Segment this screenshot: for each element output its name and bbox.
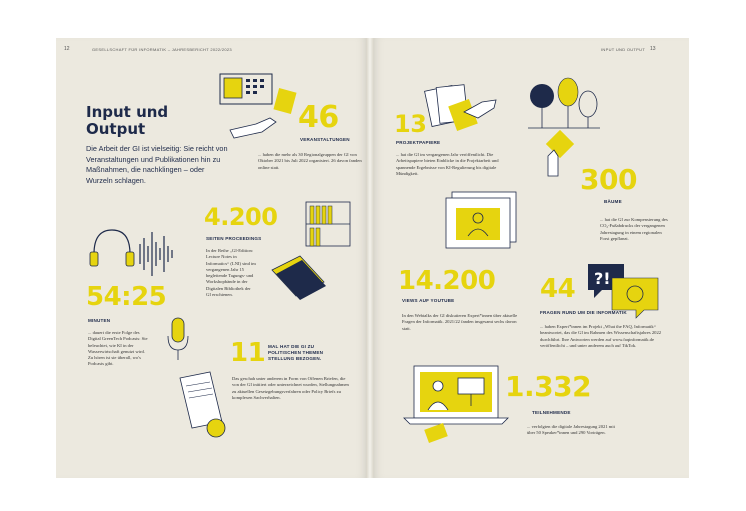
headphones-soundwave-icon — [88, 224, 198, 280]
document-seal-icon — [180, 372, 230, 442]
intro-text: Die Arbeit der GI ist vielseitig: Sie reicht von Veranstaltungen und Publikationen hin zu Maßnahmen, die nachklingen – oder Wurzeln schlagen. — [86, 144, 228, 185]
stat-events-text: ... haben die mehr als 30 Regionalgruppen der GI von Oktober 2021 bis Juli 2022 organisiert. 26 davon fanden online statt. — [258, 152, 362, 170]
stat-proceedings-label: SEITEN PROCEEDINGS — [206, 236, 262, 241]
stat-participants-number: 1.332 — [505, 370, 592, 403]
microphone-icon — [166, 318, 190, 364]
stat-views-text: In den Webtalks der GI diskutieren Expert*innen über aktuelle Fragen der Informatik. 2021/22 fanden insgesamt sechs davon statt. — [402, 313, 518, 331]
stat-minutes-number: 54:25 — [86, 282, 167, 312]
stat-proceedings-number: 4.200 — [204, 203, 278, 231]
stat-events-label: VERANSTALTUNGEN — [300, 137, 350, 142]
laptop-presentation-icon — [404, 366, 508, 442]
stat-positions-text: Das geschah unter anderem in Form von Offenen Briefen, die von der GI initiiert oder unterzeichnet wurden, Stellungnahmen zu aktuellen Gesetzgebungsverfahren oder Policy Briefs zu komplexen Sachverhalten. — [232, 376, 349, 400]
stat-trees-number: 300 — [580, 163, 637, 196]
video-window-icon — [446, 192, 520, 252]
stat-minutes-text: ... dauert die erste Folge des Digital GreenTech Podcasts: Sie beleuchtet, wie KI in der Wasserwirtschaft genutzt wird. Zu hören ist sie überall, wo's Podcasts gibt. — [88, 330, 148, 367]
bookshelf-icon — [272, 202, 352, 302]
stat-faq-text: ... haben Expert*innen im Projekt „What the FAQ, Informatik“ beantwortet, das die GI im Rahmen des Wissenschaftsjahres 2022 durchführt. Ihre Antworten werden auf www.faqinformatik.de veröffentlicht – und unter anderem auch auf TikTok. — [540, 324, 662, 348]
papers-hand-icon — [420, 82, 500, 142]
stat-positions-number: 11 — [230, 338, 266, 368]
running-header-left: GESELLSCHAFT FÜR INFORMATIK – JAHRESBERICHT 2022/2023 — [92, 47, 232, 52]
stat-participants-label: TEILNEHMENDE — [532, 410, 571, 415]
stat-faq-number: 44 — [540, 274, 576, 304]
stat-minutes-label: MINUTEN — [88, 318, 111, 323]
stat-papers-label: PROJEKTPAPIERE — [396, 140, 441, 145]
stat-positions-label: MAL HAT DIE GI ZU POLITISCHEN THEMEN STELLUNG BEZOGEN. — [268, 344, 324, 361]
stat-trees-label: BÄUME — [604, 199, 622, 204]
stat-views-number: 14.200 — [398, 266, 496, 296]
stat-trees-text: ... hat die GI zur Kompensierung des CO₂-Fußabdrucks der vergangenen Jahrestagung in einem regionalen Forst gepflanzt. — [600, 217, 668, 241]
page-number-left: 12 — [64, 46, 70, 52]
event-calendar-icon — [220, 74, 300, 144]
running-header-right: INPUT UND OUTPUT — [601, 47, 646, 52]
page-title: Input und Output — [86, 103, 169, 138]
stat-proceedings-text: In der Reihe „GI-Edition: Lecture Notes in Informatics“ (LNI) sind im vergangenen Jahr 15 begleitende Tagungs- und Workshopbände in der Digitalen Bibliothek der GI erschienen. — [206, 248, 256, 298]
page-number-right: 13 — [650, 46, 656, 52]
stat-papers-number: 13 — [394, 110, 427, 138]
stat-participants-text: ... verfolgten die digitale Jahrestagung 2021 mit über 50 Speaker*innen und 290 Vorträgen. — [527, 424, 615, 436]
stat-events-number: 46 — [298, 100, 339, 135]
spine — [366, 38, 374, 478]
svg-text:?!: ?! — [594, 269, 611, 288]
stat-views-label: VIEWS AUF YOUTUBE — [402, 298, 455, 303]
stat-faq-label: FRAGEN RUND UM DIE INFORMATIK — [540, 310, 627, 315]
stat-papers-text: ... hat die GI im vergangenen Jahr veröffentlicht. Die Arbeitspapiere bieten Einblicke in die Projektarbeit und spannende Ergebnisse von KI-Regulierung bis digitale Mündigkeit. — [396, 152, 499, 176]
